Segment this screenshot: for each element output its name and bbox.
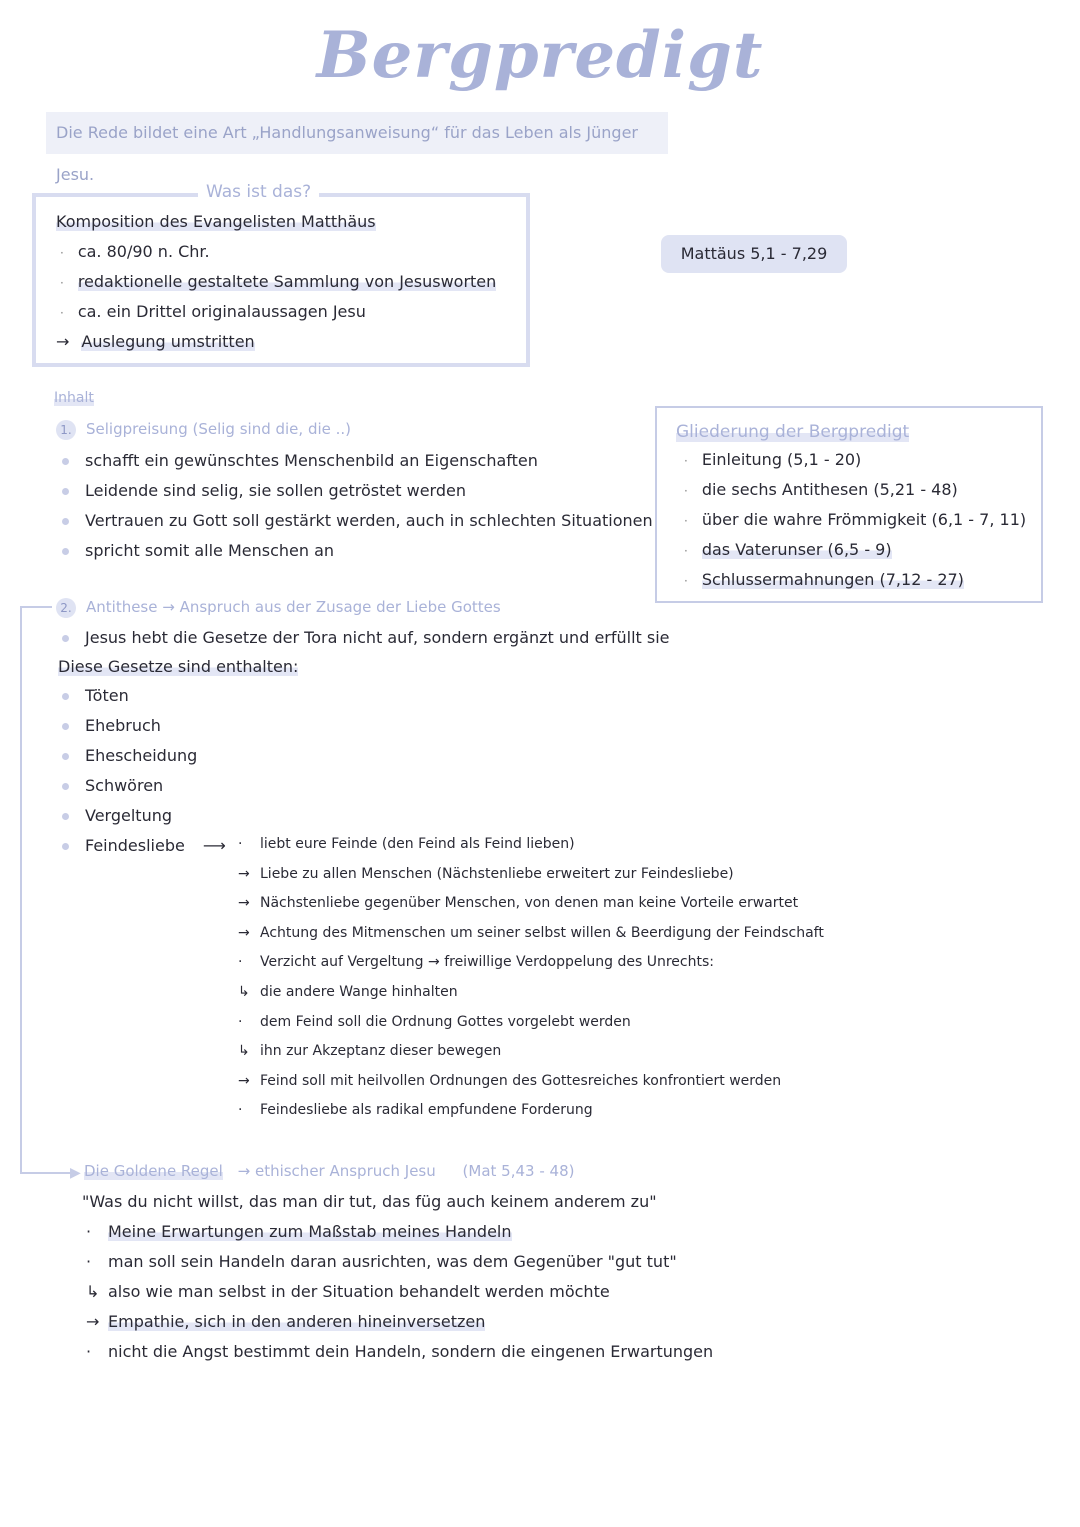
what-is-it-legend: Was ist das? <box>198 182 319 202</box>
list-item: ↳ also wie man selbst in der Situation behandelt werden möchte <box>86 1282 610 1301</box>
laws-list <box>62 686 226 866</box>
detail-item: ↳ ihn zur Akzeptanz dieser bewegen <box>238 1043 502 1060</box>
section2-intro: Jesus hebt die Gesetze der Tora nicht auf, sondern ergänzt und erfüllt sie <box>62 628 670 647</box>
list-item: Schwören <box>62 776 226 806</box>
content-label: Inhalt <box>54 390 94 406</box>
detail-item: → Liebe zu allen Menschen (Nächstenliebe erweitert zur Feindesliebe) <box>238 865 734 882</box>
detail-item: → Nächstenliebe gegenüber Menschen, von denen man keine Vorteile erwartet <box>238 895 799 912</box>
detail-item: → Feind soll mit heilvollen Ordnungen des Gottesreiches konfrontiert werden <box>238 1072 782 1089</box>
list-item: Ehescheidung <box>62 746 226 776</box>
laws-heading: Diese Gesetze sind enthalten: <box>58 657 299 676</box>
what-is-it-conclusion: → Auslegung umstritten <box>56 332 255 351</box>
detail-item: · Feindesliebe als radikal empfundene Forderung <box>238 1102 593 1119</box>
bracket-line <box>20 606 22 1173</box>
bracket-line <box>20 606 52 608</box>
list-item: spricht somit alle Menschen an <box>62 541 653 571</box>
long-arrow-right-icon: ⟶ <box>202 836 226 855</box>
list-item: Töten <box>62 686 226 716</box>
golden-rule-list <box>86 1222 713 1372</box>
outline-item: · das Vaterunser (6,5 - 9) <box>684 540 892 559</box>
outline-heading: Gliederung der Bergpredigt <box>676 422 910 442</box>
golden-rule-quote: "Was du nicht willst, das man dir tut, das füg auch keinem anderem zu" <box>82 1192 657 1211</box>
list-item: Feindesliebe ⟶ <box>62 836 226 866</box>
list-item: Vergeltung <box>62 806 226 836</box>
list-item: schafft ein gewünschtes Menschenbild an Eigenschaften <box>62 451 653 481</box>
list-item: · Meine Erwartungen zum Maßstab meines Handeln <box>86 1222 512 1241</box>
arrow-right-icon: → <box>56 332 70 351</box>
list-item: Ehebruch <box>62 716 226 746</box>
golden-rule-title: Die Goldene Regel → ethischer Anspruch Jesu (Mat 5,43 - 48) <box>84 1162 575 1180</box>
intro-text: Die Rede bildet eine Art „Handlungsanweisung“ für das Leben als Jünger Jesu. <box>46 112 668 154</box>
section1-title: 1. Seligpreisung (Selig sind die, die ..) <box>56 420 351 440</box>
list-item: · nicht die Angst bestimmt dein Handeln, sondern die eingenen Erwartungen <box>86 1342 714 1361</box>
list-item: · man soll sein Handeln daran ausrichten, was dem Gegenüber "gut tut" <box>86 1252 677 1271</box>
outline-list <box>684 450 1026 600</box>
outline-item: · die sechs Antithesen (5,21 - 48) <box>684 480 958 499</box>
reference-badge: Mattäus 5,1 - 7,29 <box>661 235 847 273</box>
section1-list <box>62 451 653 571</box>
section-number: 1. <box>56 420 76 440</box>
feindesliebe-details <box>238 836 824 1132</box>
list-item: Vertrauen zu Gott soll gestärkt werden, auch in schlechten Situationen <box>62 511 653 541</box>
detail-item: · liebt eure Feinde (den Feind als Feind lieben) <box>238 836 575 852</box>
what-is-it-item: · redaktionelle gestaltete Sammlung von Jesusworten <box>60 272 497 291</box>
detail-item: · Verzicht auf Vergeltung → freiwillige Verdoppelung des Unrechts: <box>238 954 714 971</box>
section2-title: 2. Antithese → Anspruch aus der Zusage der Liebe Gottes <box>56 598 501 618</box>
list-item: → Empathie, sich in den anderen hineinversetzen <box>86 1312 486 1331</box>
detail-item: ↳ die andere Wange hinhalten <box>238 983 458 1000</box>
outline-item: · Einleitung (5,1 - 20) <box>684 450 862 469</box>
what-is-it-heading: Komposition des Evangelisten Matthäus <box>56 212 376 231</box>
list-item: Leidende sind selig, sie sollen getröstet werden <box>62 481 653 511</box>
what-is-it-item: · ca. ein Drittel originalaussagen Jesu <box>60 302 366 321</box>
page-title: Bergpredigt <box>316 18 764 93</box>
outline-item: · über die wahre Frömmigkeit (6,1 - 7, 11) <box>684 510 1027 529</box>
detail-item: → Achtung des Mitmenschen um seiner selbst willen & Beerdigung der Feindschaft <box>238 924 824 941</box>
outline-item: · Schlussermahnungen (7,12 - 27) <box>684 570 964 589</box>
what-is-it-item: · ca. 80/90 n. Chr. <box>60 242 210 261</box>
section-number: 2. <box>56 598 76 618</box>
detail-item: · dem Feind soll die Ordnung Gottes vorgelebt werden <box>238 1013 631 1030</box>
arrow-right-icon: ▶ <box>70 1165 81 1181</box>
bracket-line <box>20 1172 74 1174</box>
